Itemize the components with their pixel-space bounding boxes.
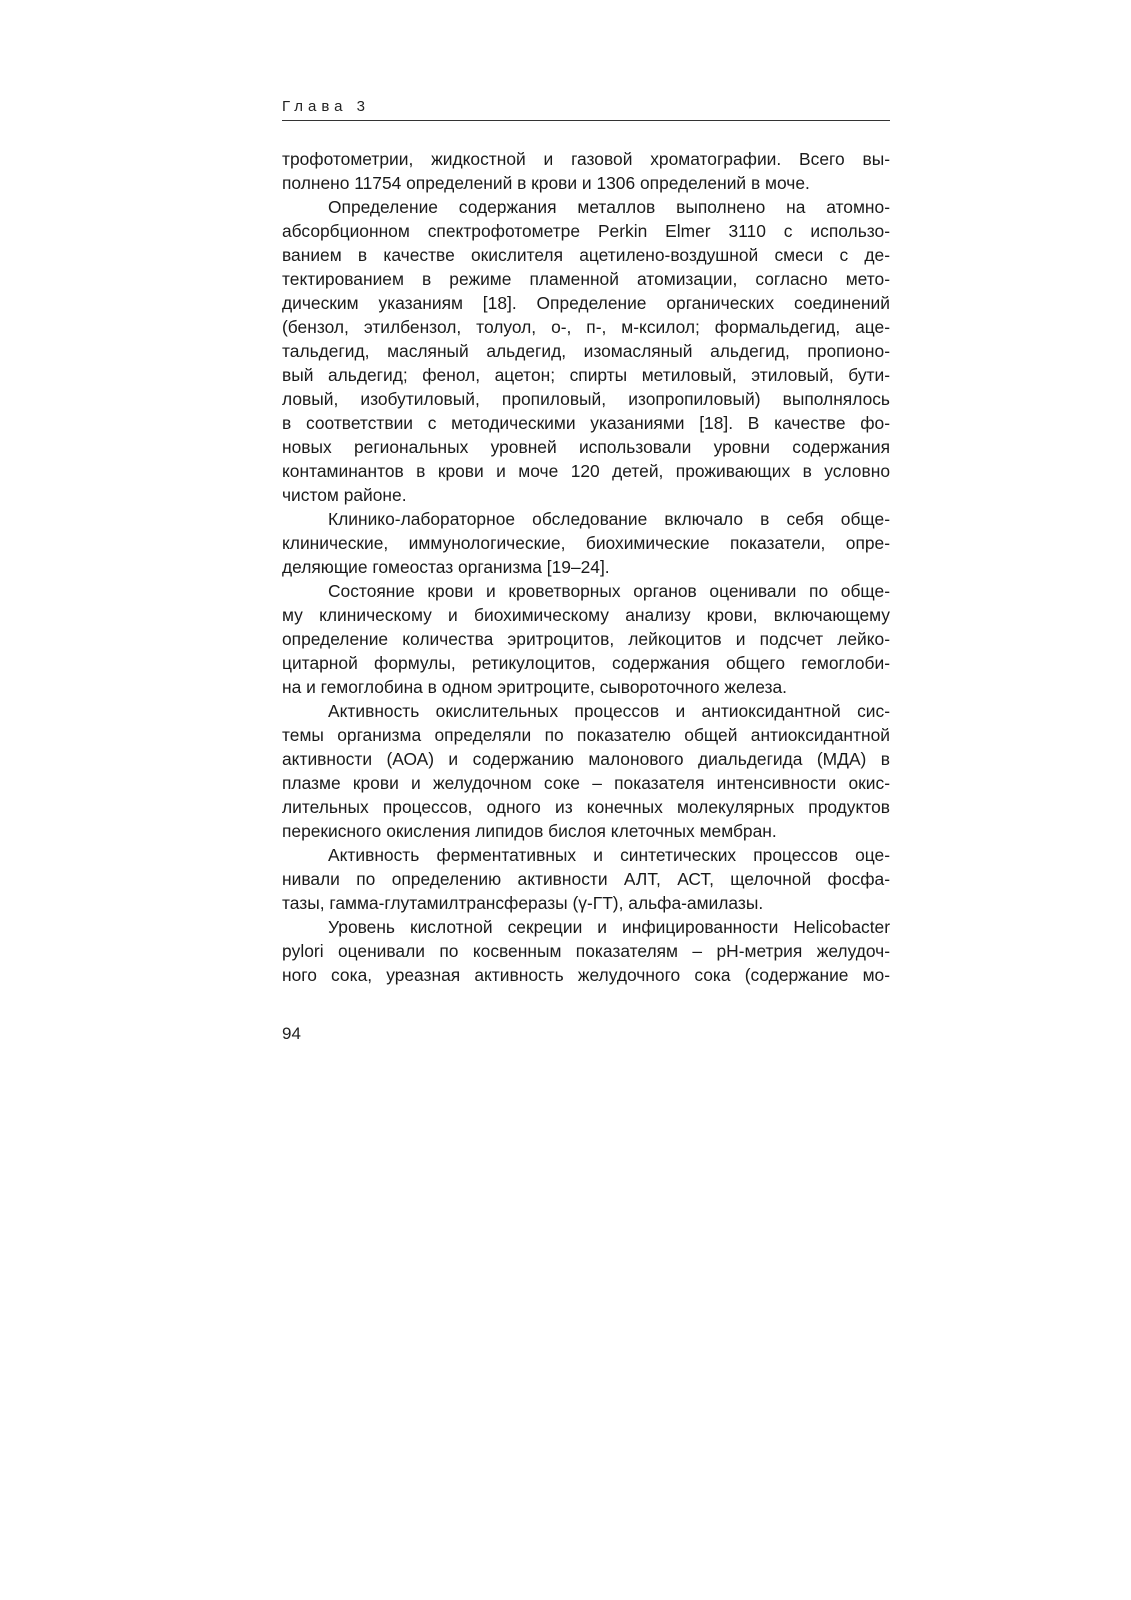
text-line: на и гемоглобина в одном эритроците, сывороточного железа. bbox=[282, 677, 787, 697]
text-line: тальдегид, масляный альдегид, изомасляный альдегид, пропионо- bbox=[282, 341, 890, 361]
text-line: плазме крови и желудочном соке – показателя интенсивности окис- bbox=[282, 773, 890, 793]
text-line: тектированием в режиме пламенной атомизации, согласно мето- bbox=[282, 269, 890, 289]
text-line: pylori оценивали по косвенным показателям – рН-метрия желудоч- bbox=[282, 941, 890, 961]
text-line: Определение содержания металлов выполнено на атомно- bbox=[328, 197, 890, 217]
text-line: полнено 11754 определений в крови и 1306 определений в моче. bbox=[282, 173, 810, 193]
paragraph bbox=[282, 507, 890, 579]
running-head: Глава 3 bbox=[282, 98, 371, 115]
text-line: лительных процессов, одного из конечных молекулярных продуктов bbox=[282, 797, 890, 817]
text-line: ловый, изобутиловый, пропиловый, изопропиловый) выполнялось bbox=[282, 389, 890, 409]
text-line: цитарной формулы, ретикулоцитов, содержания общего гемоглоби- bbox=[282, 653, 890, 673]
text-line: (бензол, этилбензол, толуол, о-, п-, м-ксилол; формальдегид, аце- bbox=[282, 317, 890, 337]
paragraph bbox=[282, 195, 890, 507]
text-line: абсорбционном спектрофотометре Perkin Elmer 3110 с использо- bbox=[282, 221, 890, 241]
text-line: в соответствии с методическими указаниями [18]. В качестве фо- bbox=[282, 413, 890, 433]
text-line: определение количества эритроцитов, лейкоцитов и подсчет лейко- bbox=[282, 629, 890, 649]
text-line: Состояние крови и кроветворных органов оценивали по обще- bbox=[328, 581, 890, 601]
page-number: 94 bbox=[282, 1024, 301, 1043]
text-line: нивали по определению активности АЛТ, АСТ, щелочной фосфа- bbox=[282, 869, 890, 889]
text-line: перекисного окисления липидов бислоя клеточных мембран. bbox=[282, 821, 777, 841]
text-line: контаминантов в крови и моче 120 детей, проживающих в условно bbox=[282, 461, 890, 481]
text-line: му клиническому и биохимическому анализу крови, включающему bbox=[282, 605, 890, 625]
paragraph bbox=[282, 579, 890, 699]
text-line: дическим указаниям [18]. Определение органических соединений bbox=[282, 293, 890, 313]
paragraph bbox=[282, 915, 890, 987]
text-line: активности (АОА) и содержанию малонового диальдегида (МДА) в bbox=[282, 749, 890, 769]
text-line: Активность окислительных процессов и антиоксидантной сис- bbox=[328, 701, 890, 721]
text-line: Уровень кислотной секреции и инфицированности Helicobacter bbox=[328, 917, 890, 937]
text-line: ванием в качестве окислителя ацетилено-воздушной смеси с де- bbox=[282, 245, 890, 265]
text-line: Активность ферментативных и синтетических процессов оце- bbox=[328, 845, 890, 865]
body-text bbox=[282, 147, 890, 987]
text-line: новых региональных уровней использовали уровни содержания bbox=[282, 437, 890, 457]
text-line: ного сока, уреазная активность желудочного сока (содержание мо- bbox=[282, 965, 890, 985]
paragraph bbox=[282, 147, 890, 195]
header-rule bbox=[282, 120, 890, 121]
text-line: клинические, иммунологические, биохимические показатели, опре- bbox=[282, 533, 890, 553]
text-line: вый альдегид; фенол, ацетон; спирты метиловый, этиловый, бути- bbox=[282, 365, 890, 385]
text-line: тазы, гамма-глутамилтрансферазы (γ-ГТ), альфа-амилазы. bbox=[282, 893, 764, 913]
paragraph bbox=[282, 699, 890, 843]
text-line: трофотометрии, жидкостной и газовой хроматографии. Всего вы- bbox=[282, 149, 890, 169]
text-line: деляющие гомеостаз организма [19–24]. bbox=[282, 557, 610, 577]
text-line: чистом районе. bbox=[282, 485, 407, 505]
text-line: темы организма определяли по показателю общей антиоксидантной bbox=[282, 725, 890, 745]
text-line: Клинико-лабораторное обследование включало в себя обще- bbox=[328, 509, 890, 529]
paragraph bbox=[282, 843, 890, 915]
